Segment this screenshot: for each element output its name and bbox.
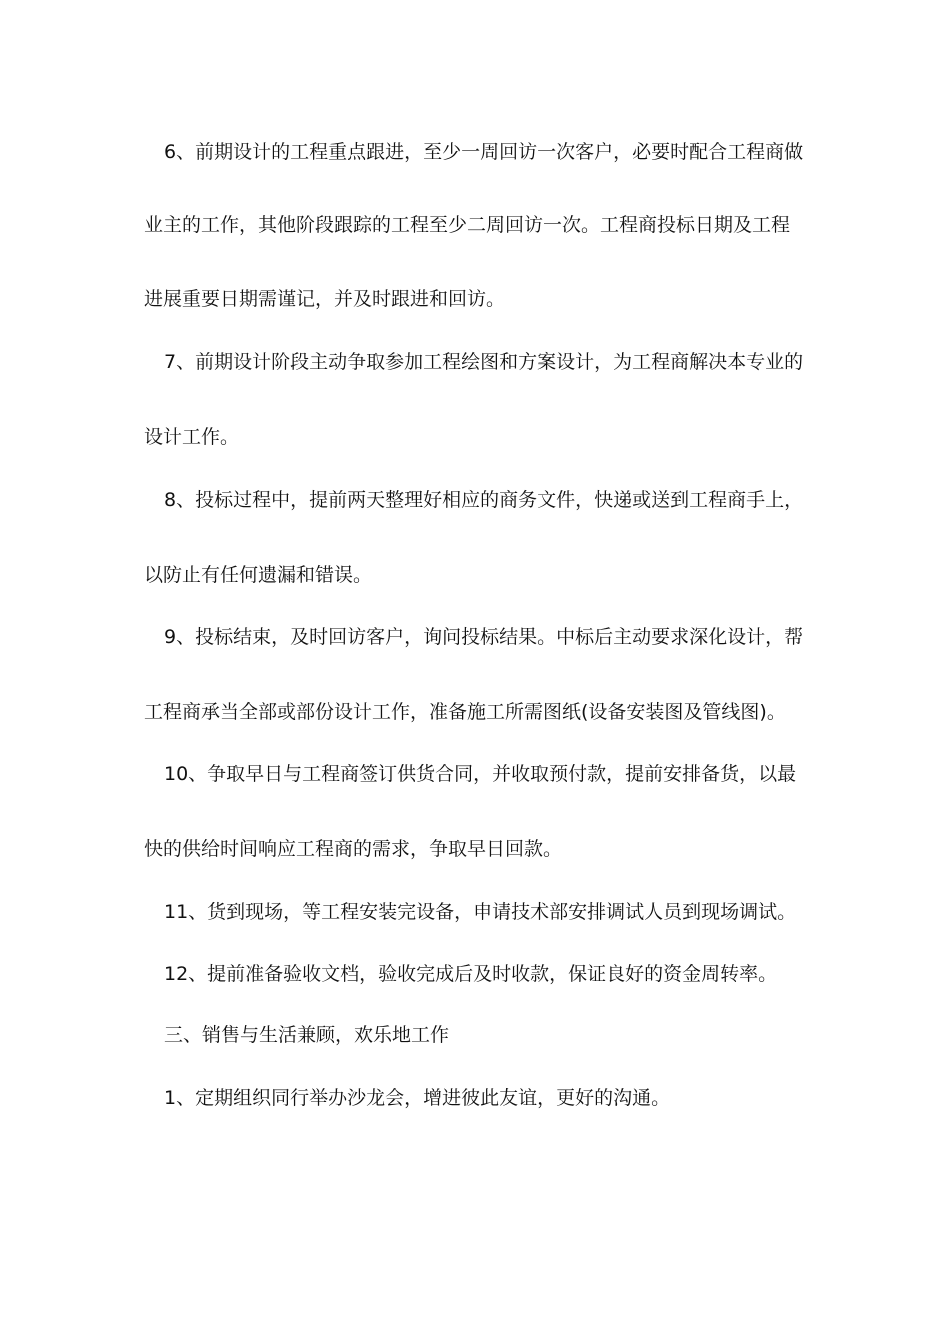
- paragraph-line: 设计工作。: [144, 426, 240, 448]
- paragraph-line: 8、投标过程中，提前两天整理好相应的商务文件，快递或送到工程商手上，: [164, 489, 804, 511]
- section-heading: 三、销售与生活兼顾，欢乐地工作: [164, 1024, 450, 1046]
- paragraph-line: 9、投标结束，及时回访客户，询问投标结果。中标后主动要求深化设计，帮: [164, 626, 804, 648]
- paragraph-line: 业主的工作，其他阶段跟踪的工程至少二周回访一次。工程商投标日期及工程: [144, 214, 791, 236]
- paragraph-line: 10、争取早日与工程商签订供货合同，并收取预付款，提前安排备货，以最: [164, 763, 797, 785]
- paragraph-line: 快的供给时间响应工程商的需求，争取早日回款。: [144, 838, 563, 860]
- paragraph-line: 以防止有任何遗漏和错误。: [144, 564, 373, 586]
- paragraph-line: 11、货到现场，等工程安装完设备，申请技术部安排调试人员到现场调试。: [164, 901, 797, 923]
- paragraph-line: 7、前期设计阶段主动争取参加工程绘图和方案设计，为工程商解决本专业的: [164, 351, 804, 373]
- paragraph-line: 工程商承当全部或部份设计工作，准备施工所需图纸(设备安装图及管线图)。: [144, 701, 786, 723]
- paragraph-line: 6、前期设计的工程重点跟进，至少一周回访一次客户，必要时配合工程商做: [164, 141, 804, 163]
- paragraph-line: 12、提前准备验收文档，验收完成后及时收款，保证良好的资金周转率。: [164, 963, 778, 985]
- paragraph-line: 进展重要日期需谨记，并及时跟进和回访。: [144, 288, 506, 310]
- paragraph-line: 1、定期组织同行举办沙龙会，增进彼此友谊，更好的沟通。: [164, 1087, 671, 1109]
